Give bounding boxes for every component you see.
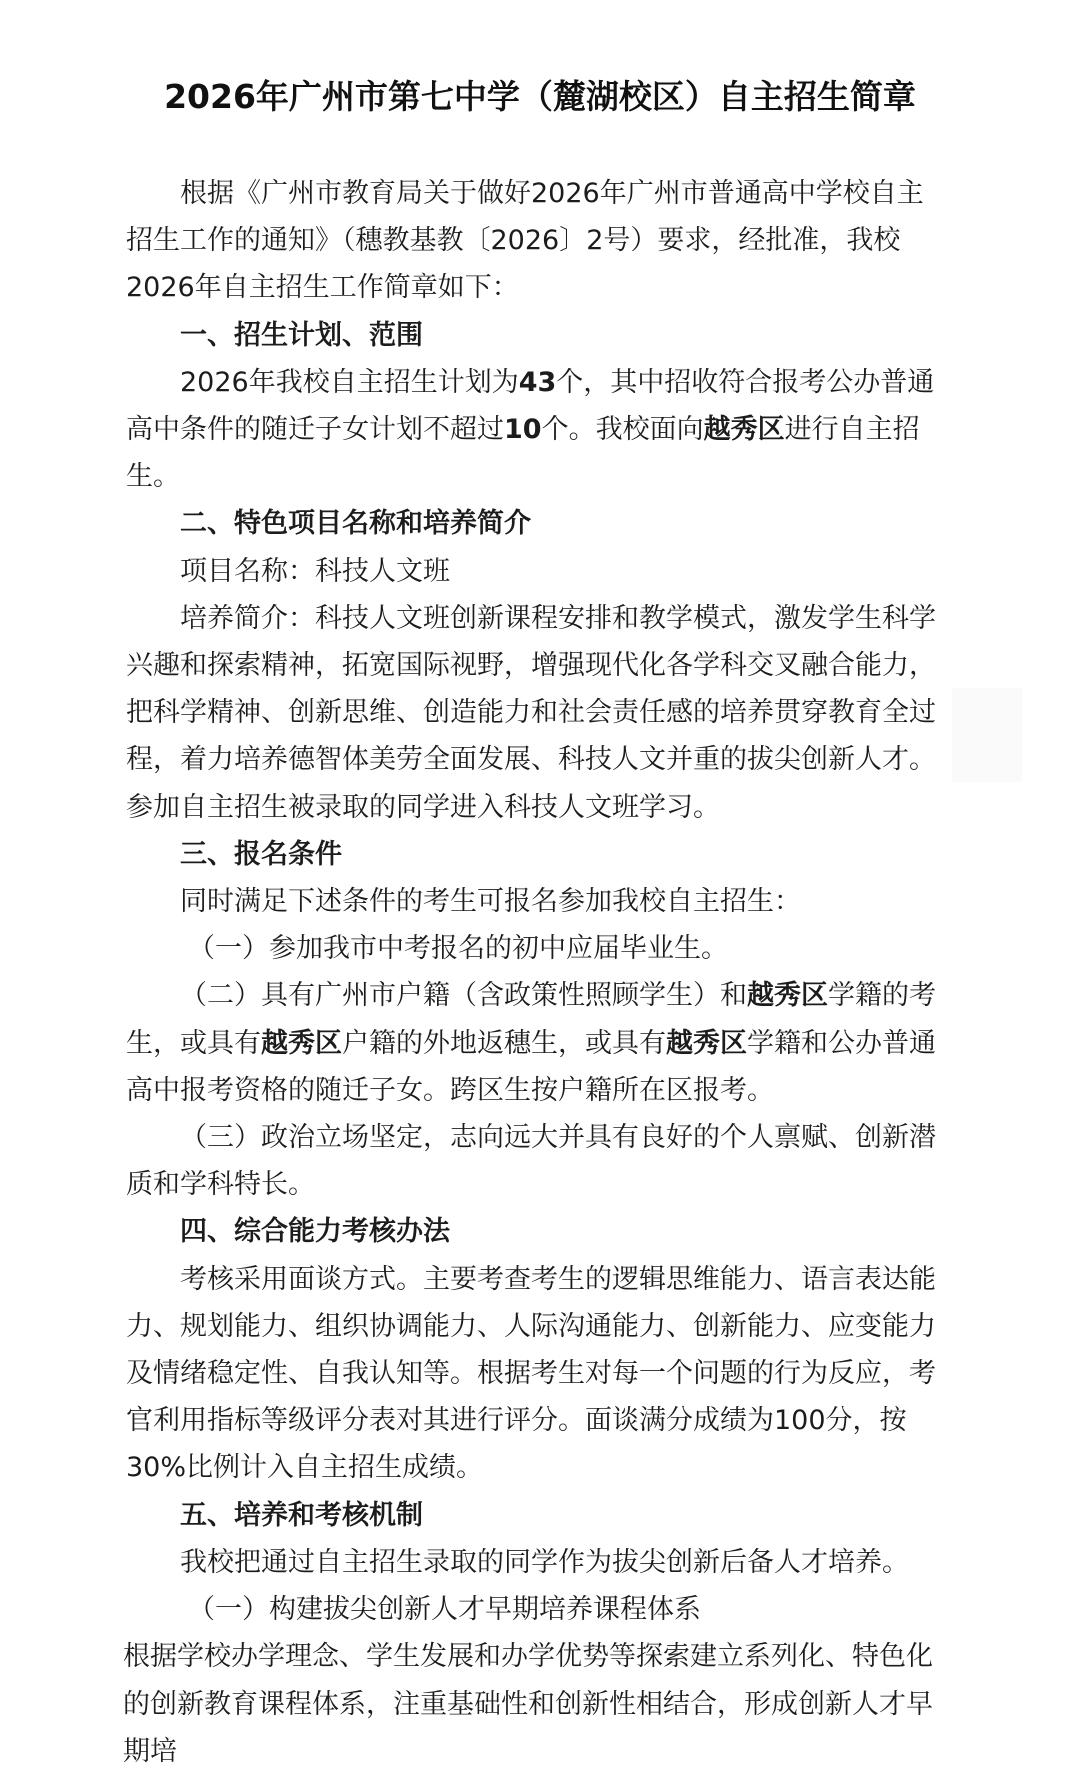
condition-3: （三）政治立场坚定，志向远大并具有良好的个人禀赋、创新潜质和学科特长。 — [126, 1122, 936, 1201]
district-name: 越秀区 — [703, 414, 785, 446]
section-3-heading: 三、报名条件 — [180, 838, 342, 870]
text-span: 学籍和公办普通高中报考资格的随迁子女。跨区生按户籍所在区报考。 — [126, 1027, 936, 1106]
document-title: 2026年广州市第七中学（麓湖校区）自主招生简章 — [164, 77, 916, 116]
section-1-heading: 一、招生计划、范围 — [180, 319, 423, 351]
section-5-paragraph: 根据学校办学理念、学生发展和办学优势等探索建立系列化、特色化的创新教育课程体系，注重基础性和创新性相结合，形成创新人才早期培 — [123, 1641, 933, 1767]
project-intro: 培养简介：科技人文班创新课程安排和教学模式，激发学生科学兴趣和探索精神，拓宽国际视野，增强现代化各学科交叉融合能力，把科学精神、创新思维、创造能力和社会责任感的培养贯穿教育全过程，着力培养德智体美劳全面发展、科技人文并重的拔尖创新人才。参加自主招生被录取的同学进入科技人文班学习。 — [126, 602, 936, 823]
text-span: 进行自主招生。 — [126, 414, 920, 493]
condition-1: （一）参加我市中考报名的初中应届毕业生。 — [188, 933, 728, 965]
quota-total: 43 — [518, 366, 557, 398]
document-body — [123, 170, 944, 1775]
section-4-paragraph: 考核采用面谈方式。主要考查考生的逻辑思维能力、语言表达能力、规划能力、组织协调能力、人际沟通能力、创新能力、应变能力及情绪稳定性、自我认知等。根据考生对每一个问题的行为反应，考官利用指标等级评分表对其进行评分。面谈满分成绩为100分，按30%比例计入自主招生成绩。 — [126, 1263, 936, 1484]
district-name: 越秀区 — [747, 980, 828, 1012]
section-2-heading: 二、特色项目名称和培养简介 — [180, 508, 531, 540]
intro-paragraph: 根据《广州市教育局关于做好2026年广州市普通高中学校自主招生工作的通知》（穗教基教〔2026〕2号）要求，经批准，我校2026年自主招生工作简章如下： — [126, 178, 924, 304]
quota-migrant: 10 — [504, 414, 542, 446]
section-1-paragraph — [126, 359, 944, 501]
section-4-heading: 四、综合能力考核办法 — [180, 1216, 450, 1248]
text-span: 户籍的外地返穗生，或具有 — [342, 1027, 666, 1059]
district-name: 越秀区 — [261, 1027, 342, 1059]
text-span: 个。我校面向 — [541, 414, 704, 446]
condition-2 — [126, 972, 944, 1114]
district-name: 越秀区 — [666, 1027, 747, 1059]
project-name: 项目名称：科技人文班 — [180, 555, 450, 587]
text-span: 2026年我校自主招生计划为 — [180, 366, 519, 398]
section-5-lead: 我校把通过自主招生录取的同学作为拔尖创新后备人才培养。 — [180, 1546, 909, 1578]
section-3-lead: 同时满足下述条件的考生可报名参加我校自主招生： — [180, 886, 801, 918]
text-span: 学籍的考生，或具有 — [126, 980, 936, 1059]
section-5-heading: 五、培养和考核机制 — [180, 1499, 423, 1531]
text-span: （二）具有广州市户籍（含政策性照顾学生）和 — [180, 980, 747, 1012]
section-5-sub-1: （一）构建拔尖创新人才早期培养课程体系 — [188, 1594, 701, 1626]
scan-artifact — [952, 688, 1022, 782]
text-span: 个，其中招收符合报考公办普通高中条件的随迁子女计划不超过 — [126, 366, 935, 446]
